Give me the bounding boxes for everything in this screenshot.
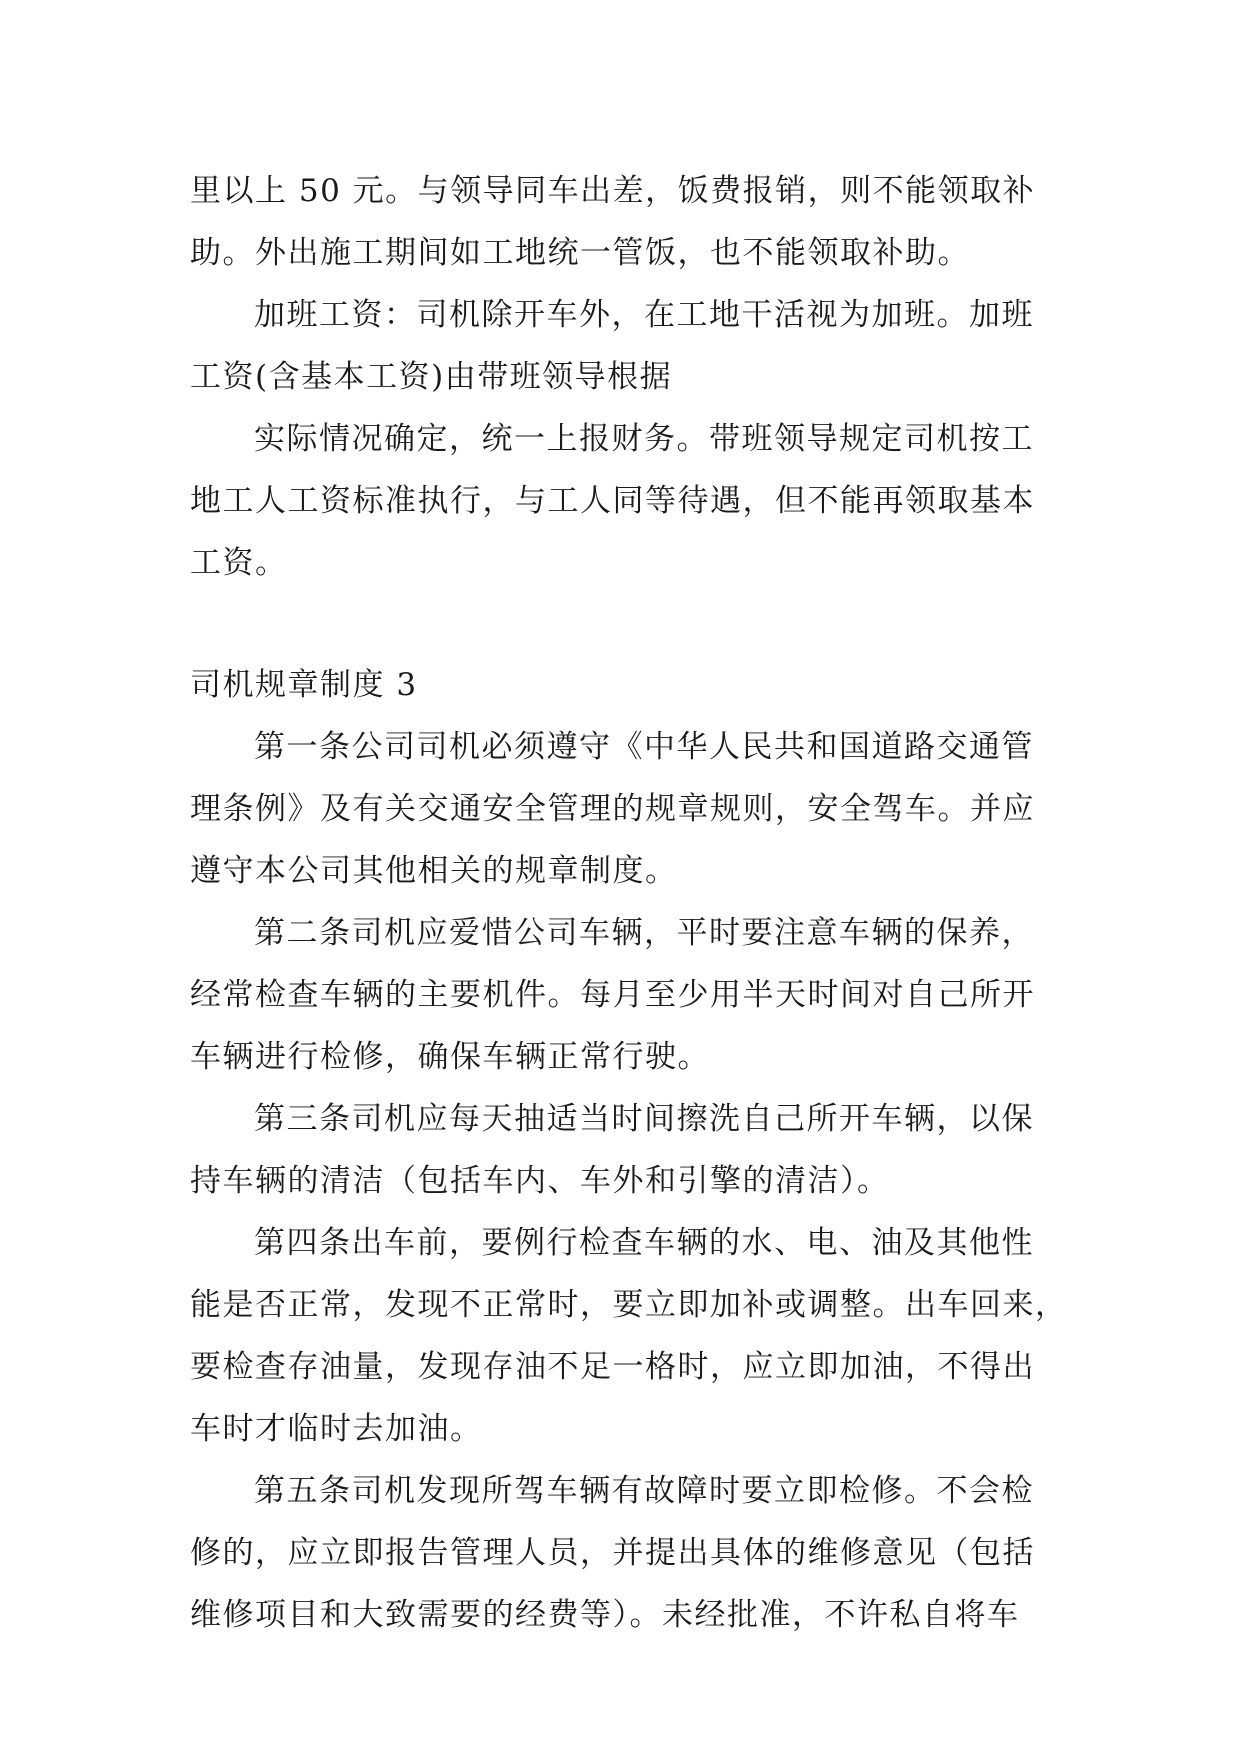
- text-line: 第三条司机应每天抽适当时间擦洗自己所开车辆，以保: [254, 1101, 1034, 1137]
- text-line: 遵守本公司其他相关的规章制度。: [190, 853, 678, 889]
- text-line: 实际情况确定，统一上报财务。带班领导规定司机按工: [254, 421, 1034, 457]
- text-line: 助。外出施工期间如工地统一管饭，也不能领取补助。: [190, 235, 970, 271]
- text-line: 里以上 50 元。与领导同车出差，饭费报销，则不能领取补: [190, 173, 1036, 209]
- text-line: 工资(含基本工资)由带班领导根据: [190, 359, 673, 395]
- text-line: 工资。: [190, 545, 288, 581]
- text-line: 理条例》及有关交通安全管理的规章规则，安全驾车。并应: [190, 791, 1035, 827]
- text-line: 车辆进行检修，确保车辆正常行驶。: [190, 1039, 710, 1075]
- text-line: 要检查存油量，发现存油不足一格时，应立即加油，不得出: [190, 1349, 1035, 1385]
- text-line: 第二条司机应爱惜公司车辆，平时要注意车辆的保养，: [254, 915, 1034, 951]
- text-line: 地工人工资标准执行，与工人同等待遇，但不能再领取基本: [190, 483, 1035, 519]
- section-gap: [190, 594, 1070, 654]
- text-line: 能是否正常，发现不正常时，要立即加补或调整。出车回来，: [190, 1287, 1068, 1323]
- text-line: 加班工资：司机除开车外，在工地干活视为加班。加班: [254, 297, 1034, 333]
- document-body: [190, 160, 1070, 1646]
- text-line: 第五条司机发现所驾车辆有故障时要立即检修。不会检: [254, 1473, 1034, 1509]
- text-line: 第一条公司司机必须遵守《中华人民共和国道路交通管: [254, 729, 1034, 765]
- text-line: 维修项目和大致需要的经费等）。未经批准，不许私自将车: [190, 1597, 1020, 1633]
- section-heading: 司机规章制度 3: [190, 667, 418, 703]
- text-line: 修的，应立即报告管理人员，并提出具体的维修意见（包括: [190, 1535, 1035, 1571]
- text-line: 经常检查车辆的主要机件。每月至少用半天时间对自己所开: [190, 977, 1035, 1013]
- text-line: 第四条出车前，要例行检查车辆的水、电、油及其他性: [254, 1225, 1034, 1261]
- text-line: 持车辆的清洁（包括车内、车外和引擎的清洁）。: [190, 1163, 890, 1199]
- text-line: 车时才临时去加油。: [190, 1411, 483, 1447]
